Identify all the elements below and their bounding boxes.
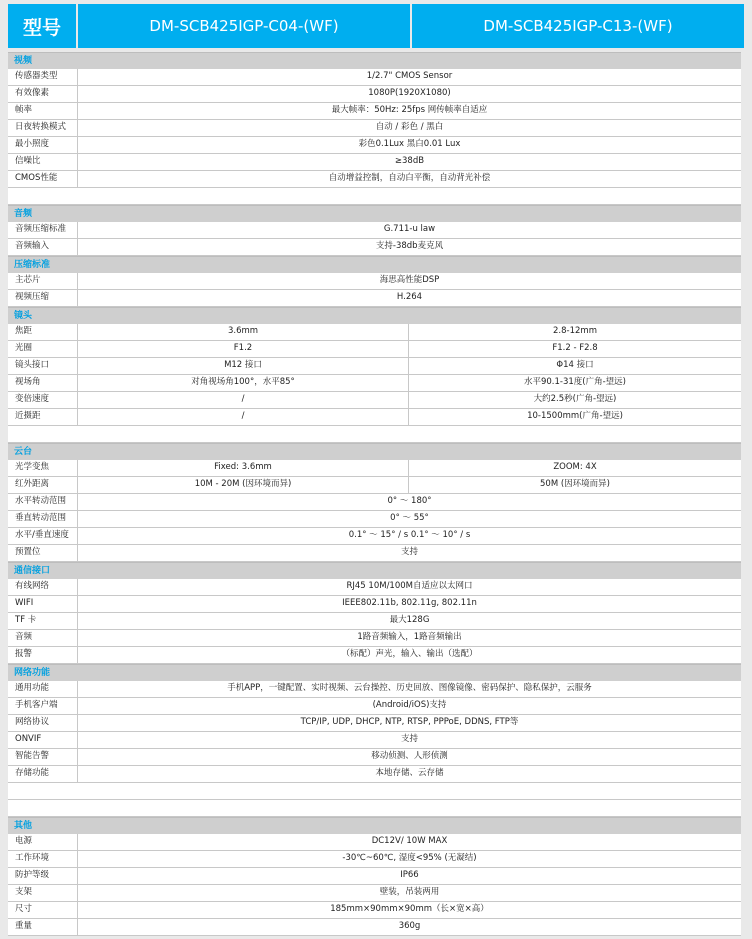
row-label: 日夜转换模式 [8, 120, 78, 136]
row-label: 水平转动范围 [8, 494, 78, 510]
table-row [8, 698, 741, 715]
table-row [8, 392, 741, 409]
row-value: 支持 [400, 734, 418, 744]
table-row [8, 766, 741, 783]
table-row [8, 596, 741, 613]
section-title: 云台 [8, 443, 741, 460]
row-label: 支架 [8, 885, 78, 901]
row-label: CMOS性能 [8, 171, 78, 187]
row-value: RJ45 10M/100M自适应以太网口 [346, 581, 473, 591]
table-row [8, 613, 741, 630]
row-label: 帧率 [8, 103, 78, 119]
model-b-header: DM-SCB425IGP-C13-(WF) [412, 4, 744, 48]
table-row [8, 630, 741, 647]
table-row [8, 545, 741, 562]
row-label: 焦距 [8, 324, 78, 340]
row-label: 传感器类型 [8, 69, 78, 85]
row-value: G.711-u law [383, 224, 436, 234]
row-value: 185mm×90mm×90mm（长×宽×高） [330, 904, 489, 914]
row-label: 垂直转动范围 [8, 511, 78, 527]
table-row [8, 137, 741, 154]
row-label: 音频输入 [8, 239, 78, 255]
row-label: 电源 [8, 834, 78, 850]
row-value: -30℃~60℃, 湿度<95% (无凝结) [342, 853, 477, 863]
section-title: 压缩标准 [8, 256, 741, 273]
row-label: 水平/垂直速度 [8, 528, 78, 544]
blank-row [8, 800, 741, 817]
row-label: 有效像素 [8, 86, 78, 102]
row-value-model-a: / [78, 409, 409, 425]
row-label: ONVIF [8, 732, 78, 748]
row-label: WIFI [8, 596, 78, 612]
table-row [8, 647, 741, 664]
row-label: 视频压缩 [8, 290, 78, 306]
section-title: 音频 [8, 205, 741, 222]
row-value-model-b: 10-1500mm(广角-望远) [527, 411, 623, 421]
row-label: 智能告警 [8, 749, 78, 765]
row-value: 彩色0.1Lux 黑白0.01 Lux [358, 139, 461, 149]
row-label: 红外距离 [8, 477, 78, 493]
row-value: 本地存储、云存储 [375, 768, 444, 778]
model-a-header: DM-SCB425IGP-C04-(WF) [78, 4, 410, 48]
row-label: 存储功能 [8, 766, 78, 782]
row-label: 手机客户端 [8, 698, 78, 714]
row-value-model-a: M12 接口 [78, 358, 409, 374]
row-label: 近摄距 [8, 409, 78, 425]
row-value: 360g [398, 921, 421, 931]
row-label: 镜头接口 [8, 358, 78, 374]
table-row [8, 579, 741, 596]
table-row [8, 732, 741, 749]
row-label: 重量 [8, 919, 78, 935]
row-label: 尺寸 [8, 902, 78, 918]
table-row [8, 511, 741, 528]
row-value-model-a: Fixed: 3.6mm [78, 460, 409, 476]
row-value: 自动增益控制，自动白平衡，自动背光补偿 [328, 173, 491, 183]
row-label: 音频 [8, 630, 78, 646]
table-row [8, 919, 741, 936]
row-value: 0° ～ 55° [390, 513, 429, 523]
row-value: 自动 / 彩色 / 黑白 [375, 122, 444, 132]
table-row [8, 222, 741, 239]
table-row [8, 120, 741, 137]
row-value: DC12V/ 10W MAX [371, 836, 448, 846]
row-value: (Android/iOS)支持 [372, 700, 447, 710]
row-value: 最大128G [389, 615, 430, 625]
table-row [8, 460, 741, 477]
row-value-model-a: / [78, 392, 409, 408]
table-row [8, 834, 741, 851]
row-value: 手机APP，一键配置、实时视频、云台操控、历史回放、图像镜像、密码保护、隐私保护，云服务 [227, 683, 592, 693]
table-row [8, 290, 741, 307]
table-row [8, 681, 741, 698]
row-label: 光学变焦 [8, 460, 78, 476]
row-label: 音频压缩标准 [8, 222, 78, 238]
row-value-model-b: Φ14 接口 [556, 360, 594, 370]
table-row [8, 715, 741, 732]
row-value: 0° ～ 180° [387, 496, 432, 506]
row-value: 0.1° ～ 15° / s 0.1° ～ 10° / s [348, 530, 471, 540]
blank-row [8, 188, 741, 205]
table-row [8, 358, 741, 375]
row-label: 网络协议 [8, 715, 78, 731]
row-value: 壁装，吊装两用 [379, 887, 440, 897]
row-value: IEEE802.11b, 802.11g, 802.11n [342, 598, 477, 608]
table-row [8, 86, 741, 103]
table-row [8, 69, 741, 86]
table-row [8, 409, 741, 426]
row-label: 主芯片 [8, 273, 78, 289]
row-value: IP66 [400, 870, 419, 880]
row-value-model-a: 10M - 20M (因环境而异) [78, 477, 409, 493]
model-title: 型号 [8, 4, 76, 48]
row-value: 支持-38db麦克风 [375, 241, 444, 251]
table-row [8, 494, 741, 511]
section-title: 视频 [8, 52, 741, 69]
row-label: 报警 [8, 647, 78, 663]
row-value: 1路音频输入，1路音频输出 [357, 632, 462, 642]
section-title: 镜头 [8, 307, 741, 324]
row-value: （标配）声光，输入、输出（选配） [341, 649, 478, 659]
row-label: 光圈 [8, 341, 78, 357]
table-row [8, 375, 741, 392]
row-value-model-b: ZOOM: 4X [553, 462, 597, 472]
row-value-model-a: F1.2 [78, 341, 409, 357]
row-label: TF 卡 [8, 613, 78, 629]
table-row [8, 171, 741, 188]
table-row [8, 885, 741, 902]
row-label: 工作环境 [8, 851, 78, 867]
row-label: 有线网络 [8, 579, 78, 595]
row-label: 防护等级 [8, 868, 78, 884]
row-value: 最大帧率：50Hz: 25fps 网传帧率自适应 [331, 105, 488, 115]
row-label: 最小照度 [8, 137, 78, 153]
row-value: 支持 [400, 547, 418, 557]
blank-row [8, 783, 741, 800]
row-value: 海思高性能DSP [379, 275, 440, 285]
table-row [8, 477, 741, 494]
row-label: 信噪比 [8, 154, 78, 170]
row-value: TCP/IP, UDP, DHCP, NTP, RTSP, PPPoE, DDNS, FTP等 [300, 717, 519, 727]
row-value-model-b: 2.8-12mm [553, 326, 597, 336]
table-row [8, 103, 741, 120]
spec-table [8, 52, 741, 936]
section-title: 其他 [8, 817, 741, 834]
row-value-model-a: 对角视场角100°，水平85° [78, 375, 409, 391]
row-label: 视场角 [8, 375, 78, 391]
table-row [8, 273, 741, 290]
section-title: 网络功能 [8, 664, 741, 681]
table-row [8, 528, 741, 545]
row-value-model-b: 大约2.5秒(广角-望远) [533, 394, 617, 404]
row-value-model-b: 50M (因环境而异) [540, 479, 610, 489]
table-row [8, 902, 741, 919]
header-row [8, 4, 744, 48]
row-value-model-a: 3.6mm [78, 324, 409, 340]
row-value-model-b: F1.2 - F2.8 [552, 343, 598, 353]
row-value: H.264 [396, 292, 423, 302]
row-value: 1080P(1920X1080) [368, 88, 451, 98]
table-row [8, 341, 741, 358]
table-row [8, 324, 741, 341]
table-row [8, 749, 741, 766]
row-value: 1/2.7" CMOS Sensor [366, 71, 453, 81]
row-value: ≥38dB [394, 156, 425, 166]
table-row [8, 868, 741, 885]
section-title: 通信接口 [8, 562, 741, 579]
row-label: 变倍速度 [8, 392, 78, 408]
row-value-model-b: 水平90.1-31度(广角-望远) [523, 377, 626, 387]
row-value: 移动侦测、人形侦测 [371, 751, 448, 761]
table-row [8, 154, 741, 171]
blank-row [8, 426, 741, 443]
row-label: 通用功能 [8, 681, 78, 697]
row-label: 预置位 [8, 545, 78, 561]
table-row [8, 851, 741, 868]
table-row [8, 239, 741, 256]
